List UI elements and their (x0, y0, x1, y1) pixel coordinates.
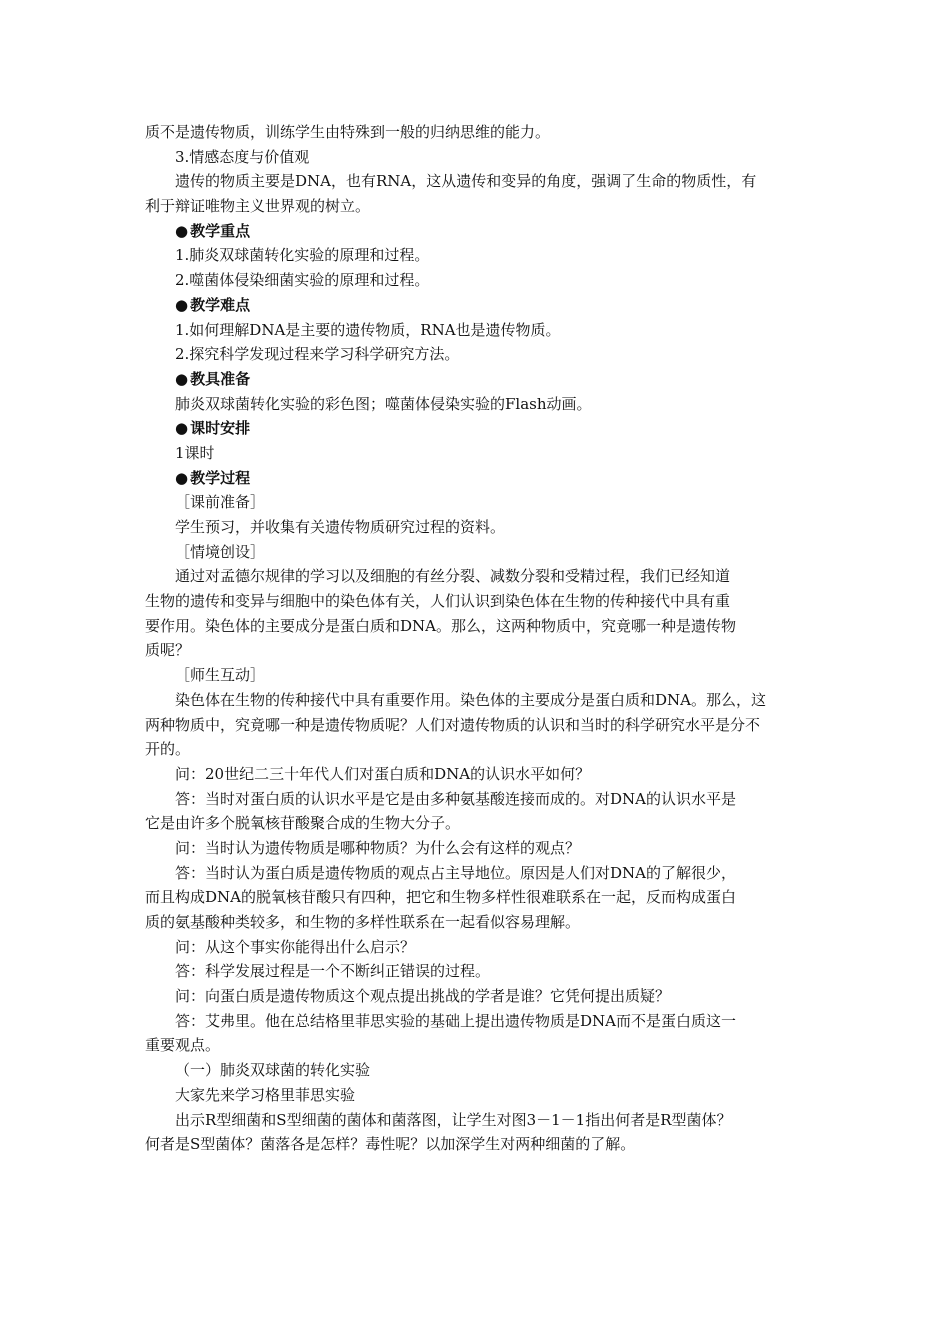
text-line (145, 861, 813, 886)
line-text: 3.情感态度与价值观 (175, 147, 310, 166)
text-line (145, 589, 813, 614)
line-text: 质不是遗传物质，训练学生由特殊到一般的归纳思维的能力。 (145, 123, 551, 141)
line-text: 而且构成DNA的脱氧核苷酸只有四种，把它和生物多样性很难联系在一起，反而构成蛋白 (145, 888, 736, 907)
text-line (145, 1132, 813, 1157)
bullet-icon: ● (175, 419, 189, 438)
bullet-icon: ● (175, 468, 189, 487)
line-text: 答：当时认为蛋白质是遗传物质的观点占主导地位。原因是人们对DNA的了解很少， (175, 863, 736, 882)
text-line (145, 638, 813, 663)
text-line (145, 540, 813, 565)
line-text: 肺炎双球菌转化实验的彩色图；噬菌体侵染实验的Flash动画。 (175, 394, 592, 413)
text-line (145, 1009, 813, 1034)
line-text: 教学重点 (190, 221, 251, 240)
line-text: 问：向蛋白质是遗传物质这个观点提出挑战的学者是谁？它凭何提出质疑？ (175, 987, 671, 1006)
text-line (145, 515, 813, 540)
section-heading (145, 219, 813, 244)
line-text: 重要观点。 (145, 1036, 221, 1055)
line-text: 质呢？ (145, 641, 191, 660)
text-line (145, 984, 813, 1009)
line-text: 质的氨基酸种类较多，和生物的多样性联系在一起看似容易理解。 (145, 913, 581, 931)
text-line (145, 713, 813, 738)
text-line (145, 120, 813, 145)
text-line (145, 243, 813, 268)
line-text: ［课前准备］ (175, 493, 266, 512)
line-text: 它是由许多个脱氧核苷酸聚合成的生物大分子。 (145, 814, 461, 833)
text-line (145, 737, 813, 762)
text-line (145, 885, 813, 910)
text-line (145, 169, 813, 194)
line-text: 通过对孟德尔规律的学习以及细胞的有丝分裂、减数分裂和受精过程，我们已经知道 (175, 567, 731, 586)
document-page (145, 120, 813, 1157)
section-heading (145, 293, 813, 318)
line-text: ［师生互动］ (175, 666, 266, 685)
bullet-icon: ● (175, 295, 189, 314)
line-text: 大家先来学习格里菲思实验 (175, 1085, 356, 1104)
text-line (145, 935, 813, 960)
text-line (145, 663, 813, 688)
text-line (145, 959, 813, 984)
text-line (145, 1058, 813, 1083)
text-line (145, 688, 813, 713)
line-text: （一）肺炎双球菌的转化实验 (175, 1061, 371, 1080)
text-line (145, 490, 813, 515)
line-text: 答：当时对蛋白质的认识水平是它是由多种氨基酸连接而成的。对DNA的认识水平是 (175, 789, 736, 808)
section-heading (145, 367, 813, 392)
text-line (145, 762, 813, 787)
line-text: 答：艾弗里。他在总结格里菲思实验的基础上提出遗传物质是DNA而不是蛋白质这一 (175, 1011, 736, 1030)
text-line (145, 787, 813, 812)
text-line (145, 910, 813, 935)
text-line (145, 836, 813, 861)
text-line (145, 392, 813, 417)
line-text: 要作用。染色体的主要成分是蛋白质和DNA。那么，这两种物质中，究竟哪一种是遗传物 (145, 616, 736, 635)
line-text: 答：科学发展过程是一个不断纠正错误的过程。 (175, 962, 491, 981)
line-text: 两种物质中，究竟哪一种是遗传物质呢？人们对遗传物质的认识和当时的科学研究水平是分不 (145, 715, 761, 734)
line-text: 出示R型细菌和S型细菌的菌体和菌落图，让学生对图3－1－1指出何者是R型菌体？ (175, 1110, 732, 1129)
text-line (145, 811, 813, 836)
bullet-icon: ● (175, 221, 189, 240)
text-line (145, 342, 813, 367)
line-text: 问：从这个事实你能得出什么启示？ (175, 937, 416, 956)
section-heading (145, 466, 813, 491)
text-line (145, 145, 813, 170)
line-text: 生物的遗传和变异与细胞中的染色体有关，人们认识到染色体在生物的传种接代中具有重 (145, 592, 731, 611)
line-text: ［情境创设］ (175, 542, 266, 561)
line-text: 2.噬菌体侵染细菌实验的原理和过程。 (175, 271, 430, 290)
line-text: 1.如何理解DNA是主要的遗传物质，RNA也是遗传物质。 (175, 320, 561, 339)
text-line (145, 318, 813, 343)
line-text: 教学过程 (190, 468, 251, 487)
line-text: 教具准备 (190, 369, 251, 388)
line-text: 1课时 (175, 443, 215, 462)
line-text: 问：当时认为遗传物质是哪种物质？为什么会有这样的观点？ (175, 838, 581, 857)
line-text: 何者是S型菌体？菌落各是怎样？毒性呢？以加深学生对两种细菌的了解。 (145, 1135, 636, 1154)
text-line (145, 1033, 813, 1058)
line-text: 1.肺炎双球菌转化实验的原理和过程。 (175, 246, 430, 265)
line-text: 课时安排 (190, 419, 251, 438)
text-line (145, 268, 813, 293)
text-line (145, 194, 813, 219)
text-line (145, 1108, 813, 1133)
line-text: 开的。 (145, 740, 191, 759)
bullet-icon: ● (175, 369, 189, 388)
text-line (145, 441, 813, 466)
section-heading (145, 416, 813, 441)
line-text: 遗传的物质主要是DNA，也有RNA，这从遗传和变异的角度，强调了生命的物质性，有 (175, 172, 757, 191)
text-line (145, 614, 813, 639)
line-text: 问：20世纪二三十年代人们对蛋白质和DNA的认识水平如何？ (175, 764, 591, 783)
line-text: 教学难点 (190, 295, 251, 314)
line-text: 利于辩证唯物主义世界观的树立。 (145, 197, 371, 216)
line-text: 染色体在生物的传种接代中具有重要作用。染色体的主要成分是蛋白质和DNA。那么，这 (175, 690, 766, 709)
text-line (145, 1083, 813, 1108)
line-text: 学生预习，并收集有关遗传物质研究过程的资料。 (175, 518, 506, 536)
line-text: 2.探究科学发现过程来学习科学研究方法。 (175, 345, 460, 364)
text-line (145, 564, 813, 589)
